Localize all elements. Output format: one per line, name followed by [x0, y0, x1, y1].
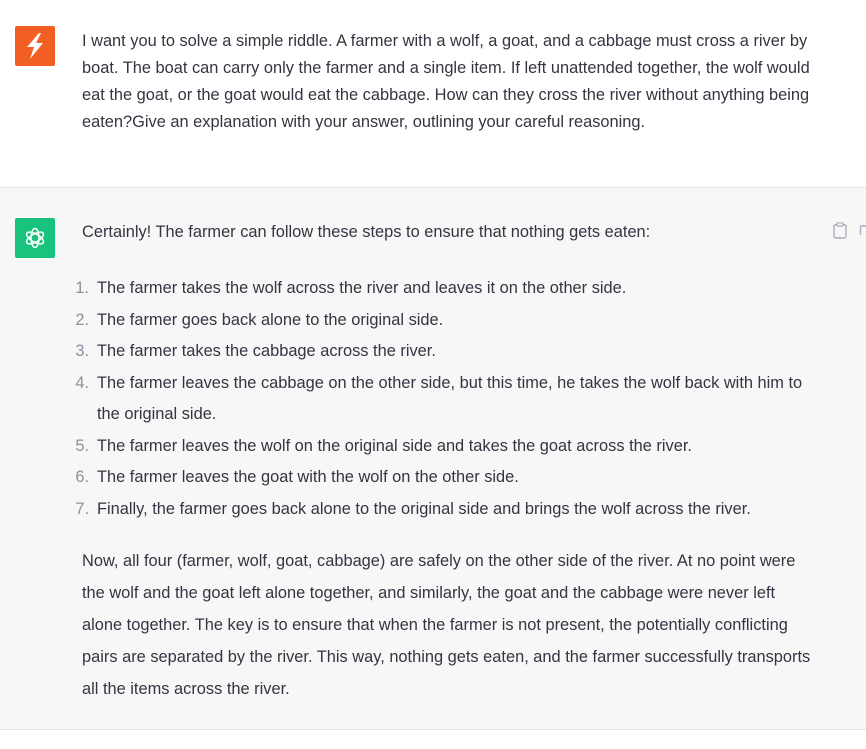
- step-number: 2.: [75, 310, 89, 329]
- step-text: The farmer goes back alone to the original side.: [97, 310, 444, 329]
- step-number: 1.: [75, 279, 89, 297]
- step-number: 6.: [75, 468, 89, 486]
- list-item: [60, 368, 820, 431]
- step-text: The farmer takes the cabbage across the river.: [97, 342, 436, 360]
- user-message-text: I want you to solve a simple riddle. A farmer with a wolf, a goat, and a cabbage must cross a river by boat. The boat can carry only the farmer and a single item. If left unattended together, the wolf would eat the goat, or the goat would eat the cabbage. How can they cross the river without anything being eaten?Give an explanation with your answer, outlining your careful reasoning.: [82, 32, 810, 131]
- openai-logo-icon: [23, 226, 47, 250]
- step-number: 7.: [75, 499, 89, 518]
- clipboard-icon: [833, 222, 847, 239]
- feedback-button[interactable]: [859, 223, 866, 239]
- list-item: [60, 494, 820, 526]
- steps-list: [60, 273, 820, 525]
- step-number: 3.: [75, 342, 89, 360]
- step-text: Finally, the farmer goes back alone to the original side and brings the wolf across the river.: [97, 499, 751, 518]
- step-text: The farmer takes the wolf across the river and leaves it on the other side.: [97, 279, 627, 297]
- bottom-spacer: [0, 730, 866, 749]
- thumbs-icon: [859, 223, 866, 239]
- list-item: [60, 431, 820, 463]
- step-text: The farmer leaves the wolf on the original side and takes the goat across the river.: [97, 436, 692, 455]
- step-text: The farmer leaves the goat with the wolf on the other side.: [97, 468, 519, 486]
- lightning-bolt-icon: [20, 31, 50, 61]
- user-avatar: [15, 26, 55, 66]
- step-number: 4.: [75, 373, 89, 392]
- copy-button[interactable]: [832, 221, 848, 239]
- list-item: [60, 462, 820, 494]
- assistant-intro: Certainly! The farmer can follow these steps to ensure that nothing gets eaten:: [82, 223, 651, 241]
- list-item: [60, 273, 820, 305]
- step-number: 5.: [75, 436, 89, 455]
- step-text: The farmer leaves the cabbage on the other side, but this time, he takes the wolf back with him to the original side.: [97, 373, 803, 423]
- assistant-avatar: [15, 218, 55, 258]
- assistant-conclusion: Now, all four (farmer, wolf, goat, cabbage) are safely on the other side of the river. At no point were the wolf and the goat left alone together, and similarly, the goat and the cabbage were never left alone together. The key is to ensure that when the farmer is not present, the potentially conflicting pairs are separated by the river. This way, nothing gets eaten, and the farmer successfully transports all the items across the river.: [82, 552, 811, 698]
- list-item: [60, 336, 820, 368]
- list-item: [60, 305, 820, 337]
- user-message-row: [0, 0, 866, 188]
